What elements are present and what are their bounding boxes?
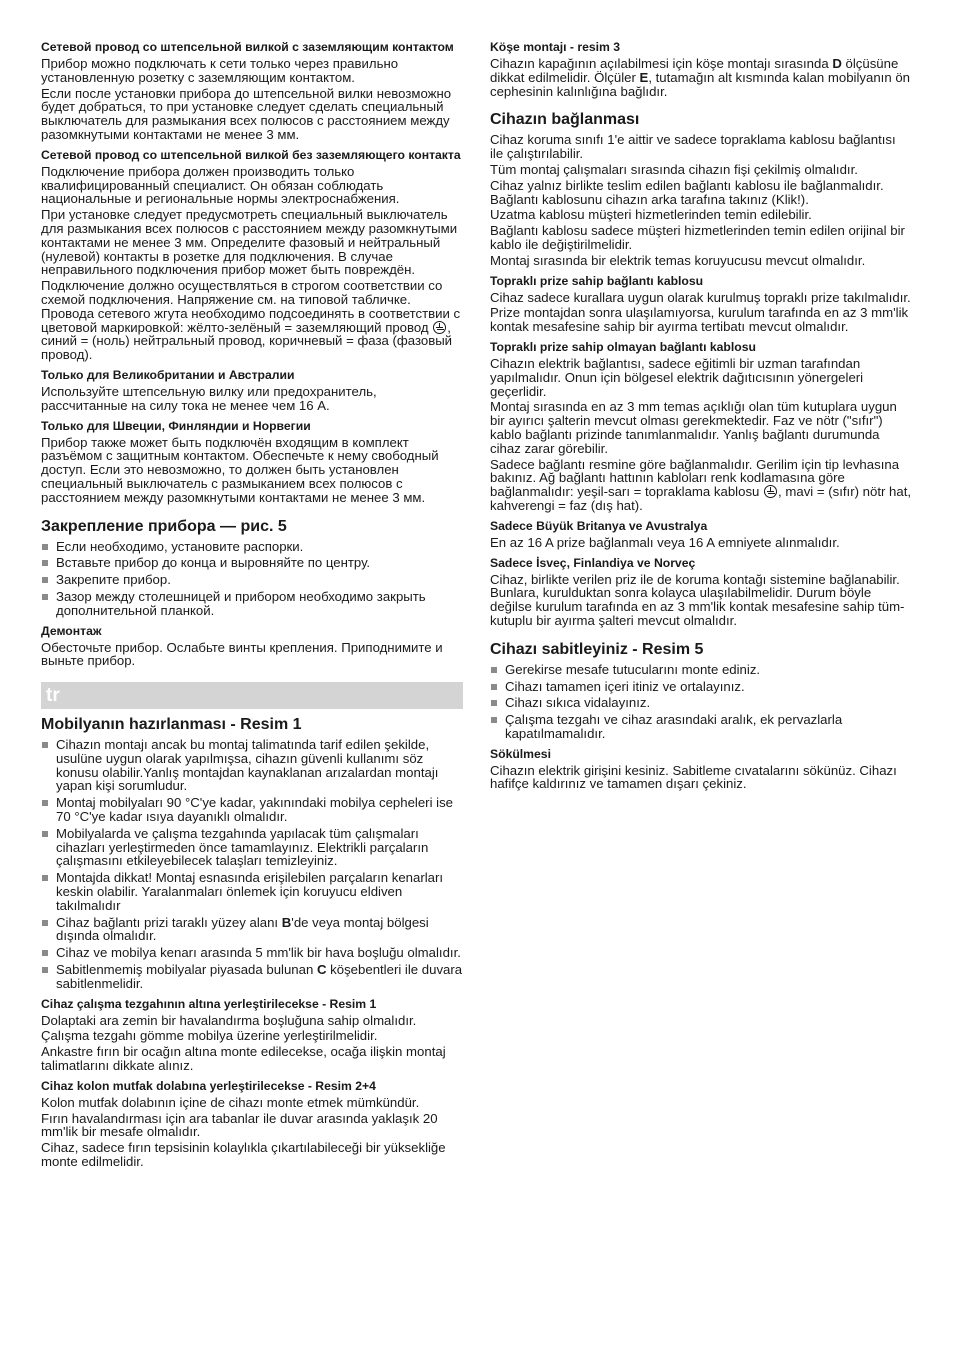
section-heading: Topraklı prize sahip olmayan bağlantı kablosu xyxy=(490,339,756,354)
section-heading: Сетевой провод со штепсельной вилкой без заземляющего контакта xyxy=(41,147,461,162)
paragraph: При установке следует предусмотреть специальный выключатель для размыкания всех полюсов с расстоянием между разомкнутыми контактами не менее 3 мм. Определите фазовый и нейтральный (нулевой) контакты в розетке для подключения. В случае неправильного подключения прибор может быть повреждён. xyxy=(41,207,458,278)
list-item: Sabitlenmemiş mobilyalar piyasada bulunan C köşebentleri ile duvara sabitlenmelidir. xyxy=(41,963,463,991)
bullet-list xyxy=(41,540,463,618)
section-heading: Sadece İsveç, Finlandiya ve Norveç xyxy=(490,555,696,570)
list-item: Cihazın montajı ancak bu montaj talimatında tarif edilen şekilde, usulüne uygun olarak yapılmışsa, cihazın güvenli kullanımı söz konusu olabilir.Yanlış montajdan kaynaklanan arızalardan montajı yapan kişi sorumludur. xyxy=(41,738,463,793)
paragraph: Tüm montaj çalışmaları sırasında cihazın fişi çekilmiş olmalıdır. xyxy=(490,161,858,177)
paragraph: Cihaz, sadece fırın tepsisinin kolaylıkla çıkartılabileceği bir yüksekliğe monte edilmelidir. xyxy=(41,1140,446,1170)
list-item: Cihaz ve mobilya kenarı arasında 5 mm'lik bir hava boşluğu olmalıdır. xyxy=(41,946,463,960)
square-bullet-icon xyxy=(42,742,48,748)
paragraph: Cihaz koruma sınıfı 1'e aittir ve sadece topraklama kablosu bağlantısı ile çalıştırılabilir. xyxy=(490,132,896,162)
square-bullet-icon xyxy=(42,875,48,881)
bullet-list xyxy=(41,738,463,991)
text: , синий = (ноль) нейтральный провод, коричневый = фаза (фазовый провод). xyxy=(41,319,453,363)
section-heading: Sökülmesi xyxy=(490,746,551,761)
section-heading: Cihaz kolon mutfak dolabına yerleştirilecekse - Resim 2+4 xyxy=(41,1078,376,1093)
paragraph: Çalışma tezgahı gömme mobilya üzerine yerleştirilmelidir. xyxy=(41,1028,378,1044)
paragraph: Montaj sırasında en az 3 mm temas açıklığı olan tüm kutuplara uygun bir ayırıcı şalterin mevcut olması gerekmektedir. Faz ve nötr ("sıfır") kablo bağlantı prizinde tanımlanmalıdır. Yanlış bağlantı durumunda cihaz zarar görebilir. xyxy=(490,399,897,456)
paragraph xyxy=(41,279,463,362)
list-item: Montajda dikkat! Montaj esnasında erişilebilen parçaların kenarları keskin olabilir. Yaralanmaları önlemek için koruyucu eldiven takılmalıdır xyxy=(41,871,463,912)
paragraph: Cihaz sadece kurallara uygun olarak kurulmuş topraklı prize takılmalıdır. xyxy=(490,289,911,305)
paragraph: Если после установки прибора до штепсельной вилки невозможно будет добраться, то при установке следует сделать специальный выключатель для размыкания всех полюсов с расстоянием между разомкнутыми контактами не менее 3 мм. xyxy=(41,85,452,142)
left-column xyxy=(41,40,463,1171)
paragraph: Cihaz yalnız birlikte teslim edilen bağlantı kablosu ile bağlanmalıdır. Bağlantı kablosunu cihazın arka tarafına takınız (Klik!). xyxy=(490,177,884,207)
list-item: Если необходимо, установите распорки. xyxy=(41,540,463,554)
paragraph: Прибор можно подключать к сети только через правильно установленную розетку с заземляющим контактом. xyxy=(41,56,399,85)
paragraph: Ankastre fırın bir ocağın altına monte edilecekse, ocağa ilişkin montaj talimatlarını dikkate alınız. xyxy=(41,1044,446,1074)
square-bullet-icon xyxy=(42,800,48,806)
section-heading: Только для Швеции, Финляндии и Норвегии xyxy=(41,418,311,433)
paragraph: Bağlantı kablosu sadece müşteri hizmetlerinden temin edilen orijinal bir kablo ile değiştirilmelidir. xyxy=(490,223,905,252)
list-item: Gerekirse mesafe tutucularını monte ediniz. xyxy=(490,663,912,677)
section-heading: Cihaz çalışma tezgahının altına yerleştirilecekse - Resim 1 xyxy=(41,996,377,1011)
paragraph: En az 16 A prize bağlanmalı veya 16 A emniyete alınmalıdır. xyxy=(490,534,840,550)
square-bullet-icon xyxy=(491,700,497,706)
list-item: Montaj mobilyaları 90 °C'ye kadar, yakınındaki mobilya cepheleri ise 70 °C'ye kadar ısıya dayanıklı olmalıdır. xyxy=(41,796,463,824)
list-item: Çalışma tezgahı ve cihaz arasındaki aralık, ek pervazlarla kapatılmamalıdır. xyxy=(490,713,912,741)
square-bullet-icon xyxy=(42,577,48,583)
paragraph: Kolon mutfak dolabının içine de cihazı monte etmek mümkündür. xyxy=(41,1094,420,1110)
list-item: Cihazı tamamen içeri itiniz ve ortalayınız. xyxy=(490,680,912,694)
section-heading: Только для Великобритании и Австралии xyxy=(41,367,295,382)
paragraph: Prize montajdan sonra ulaşılamıyorsa, kurulum tarafında en az 3 mm'lik kontak mesafesine sahip bir ayırma tertibatı mevcut olmalıdır. xyxy=(490,305,909,335)
paragraph: Uzatma kablosu müşteri hizmetlerinden temin edilebilir. xyxy=(490,207,812,223)
square-bullet-icon xyxy=(491,684,497,690)
section-title: Закрепление прибора — рис. 5 xyxy=(41,517,287,535)
paragraph: Cihazın elektrik girişini kesiniz. Sabitleme cıvatalarını sökünüz. Cihazı hafifçe kaldırınız ve tamamen dışarı çekiniz. xyxy=(490,762,897,792)
section-heading: Sadece Büyük Britanya ve Avustralya xyxy=(490,518,708,533)
paragraph: Обесточьте прибор. Ослабьте винты крепления. Приподнимите и выньте прибор. xyxy=(41,639,443,669)
square-bullet-icon xyxy=(491,667,497,673)
square-bullet-icon xyxy=(42,950,48,956)
right-column xyxy=(490,40,912,793)
square-bullet-icon xyxy=(42,920,48,926)
list-item: Вставьте прибор до конца и выровняйте по центру. xyxy=(41,556,463,570)
list-item: Mobilyalarda ve çalışma tezgahında yapılacak tüm çalışmaları cihazları yerleştirmeden önce tamamlayınız. Elektrikli parçaların çalışmasını etkileyebilecek talaşları temizleyiniz. xyxy=(41,827,463,868)
square-bullet-icon xyxy=(42,831,48,837)
square-bullet-icon xyxy=(42,967,48,973)
list-item: Закрепите прибор. xyxy=(41,573,463,587)
section-heading: Köşe montajı - resim 3 xyxy=(490,40,621,54)
paragraph: Dolaptaki ara zemin bir havalandırma boşluğuna sahip olmalıdır. xyxy=(41,1012,417,1028)
paragraph: Montaj sırasında bir elektrik temas koruyucusu mevcut olmalıdır. xyxy=(490,252,866,268)
square-bullet-icon xyxy=(42,560,48,566)
bullet-list xyxy=(490,663,912,741)
list-item: Cihaz bağlantı prizi taraklı yüzey alanı B'de veya montaj bölgesi dışında olmalıdır. xyxy=(41,916,463,944)
paragraph: Fırın havalandırması için ara tabanlar ile duvar arasında yaklaşık 20 mm'lik bir mesafe olmalıdır. xyxy=(41,1110,438,1140)
paragraph: Используйте штепсельную вилку или предохранитель, рассчитанные на силу тока не менее чем 16 A. xyxy=(41,383,377,413)
section-title: Cihazın bağlanması xyxy=(490,111,640,129)
square-bullet-icon xyxy=(42,544,48,550)
paragraph: Подключение прибора должен производить только квалифицированный специалист. Он обязан соблюдать национальные и региональные нормы электроснабжения. xyxy=(41,163,400,207)
earth-ground-icon xyxy=(433,321,446,334)
paragraph: Прибор также может быть подключён входящим в комплект разъёмом с защитным контактом. Обеспечьте к нему свободный доступ. Если это невозможно, то должен быть установлен специальный выключатель с размыканием всех полюсов с расстоянием между разомкнутыми контактами не менее 3 мм. xyxy=(41,434,439,505)
list-item: Cihazı sıkıca vidalayınız. xyxy=(490,696,912,710)
earth-ground-icon xyxy=(764,485,777,498)
paragraph: Sadece bağlantı resmine göre bağlanmalıdır. Gerilim için tip levhasına bakınız. Ağ bağlantı hattının kabloları renk kodlamasına göre bağlanmalıdır: yeşil-sarı = topraklama kablosu , mavi = (sıfır) nötr hat, kahverengi = faz (dış hat). xyxy=(490,456,912,513)
section-title: Cihazı sabitleyiniz - Resim 5 xyxy=(490,640,704,658)
paragraph: Cihazın kapağının açılabilmesi için köşe montajı sırasında D ölçüsüne dikkat edilmelidir. Ölçüler E, tutamağın alt kısmında kalan mobilyanın ön cephesinin kalınlığına bağlıdır. xyxy=(490,56,911,99)
paragraph: Cihazın elektrik bağlantısı, sadece eğitimli bir uzman tarafından yapılmalıdır. Onun için bölgesel elektrik dağıtıcısının yönergeleri geçerlidir. xyxy=(490,355,864,399)
list-item: Зазор между столешницей и прибором необходимо закрыть дополнительной планкой. xyxy=(41,590,463,618)
square-bullet-icon xyxy=(491,717,497,723)
square-bullet-icon xyxy=(42,594,48,600)
section-heading: Сетевой провод со штепсельной вилкой с заземляющим контактом xyxy=(41,40,454,54)
language-code: tr xyxy=(46,685,60,707)
paragraph: Cihaz, birlikte verilen priz ile de koruma kontağı sistemine bağlanabilir. Bunlara, kurulduktan sonra kolayca ulaşılabilmelidir. Durum böyle değilse kurulum tarafında en az 3 mm'lik kontak mesafesine sahip tüm-kutuplu bir ayırma şalteri mevcut olmalıdır. xyxy=(490,571,905,628)
section-heading: Демонтаж xyxy=(41,623,102,638)
text: Подключение должно осуществляться в строгом соответствии со схемой подключения. Напряжение см. на типовой табличке. Провода сетевого жгута необходимо подсоединять в соответствии с цветовой маркировкой: жёлто-зелёный = заземляющий провод xyxy=(41,278,461,335)
language-bar xyxy=(41,682,463,709)
section-title: Mobilyanın hazırlanması - Resim 1 xyxy=(41,716,302,734)
section-heading: Topraklı prize sahip bağlantı kablosu xyxy=(490,273,704,288)
